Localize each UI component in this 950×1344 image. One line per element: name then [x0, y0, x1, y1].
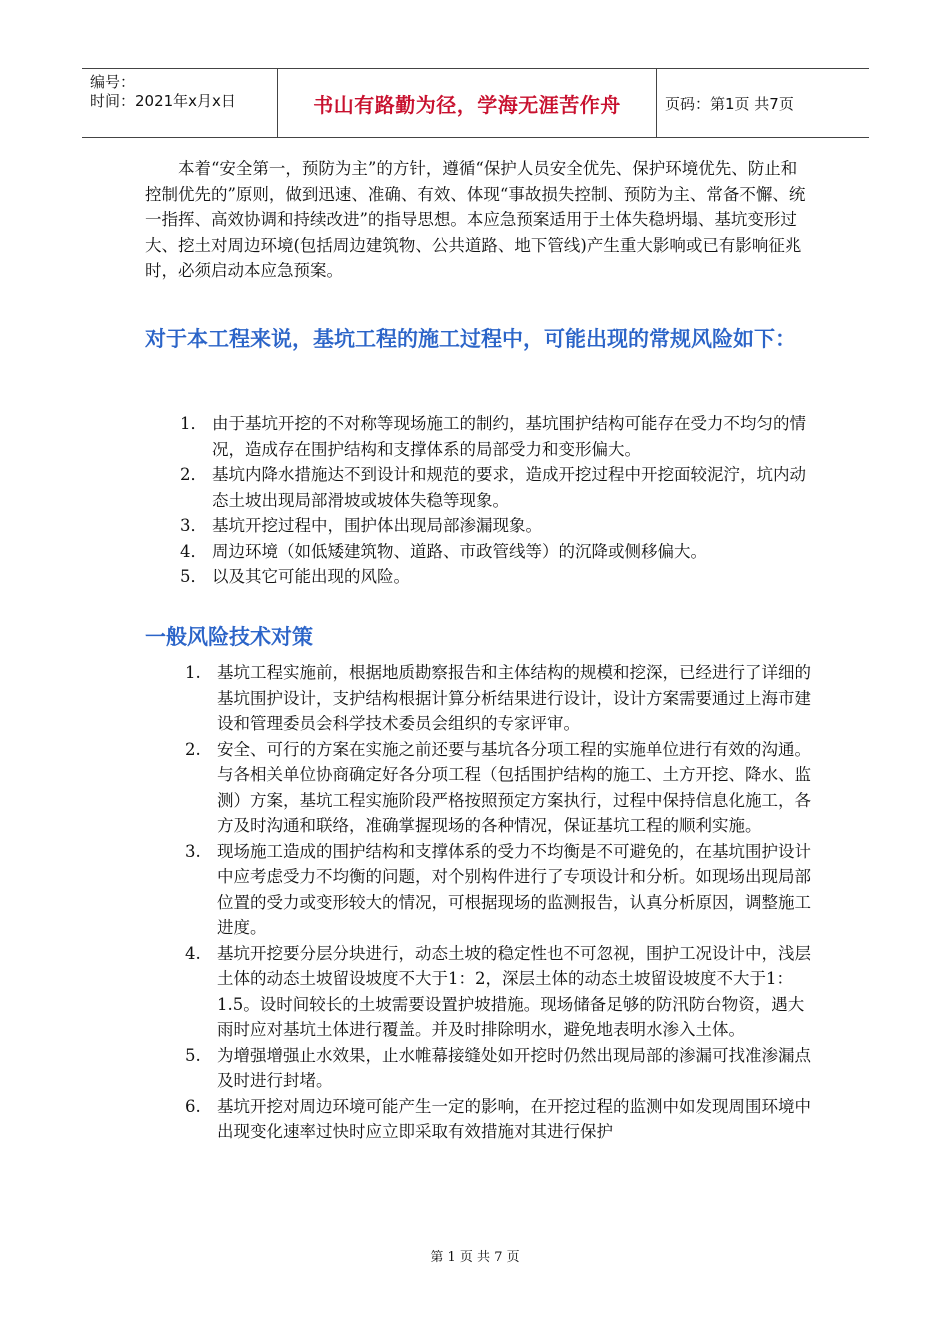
list-item: 6. 基坑开挖对周边环境可能产生一定的影响，在开挖过程的监测中如发现周围环境中出现变化速率过快时应立即采取有效措施对其进行保护: [185, 1096, 811, 1141]
list-item: 2. 安全、可行的方案在实施之前还要与基坑各分项工程的实施单位进行有效的沟通。与各相关单位协商确定好各分项工程（包括围护结构的施工、土方开挖、降水、监测）方案，基坑工程实施阶段严格按照预定方案执行，过程中保持信息化施工，各方及时沟通和联络，准确掌握现场的各种情况，保证基坑工程的顺利实施。: [185, 739, 811, 835]
document-date-label: 时间：2021年x月x日: [90, 92, 236, 110]
list-item: 3. 现场施工造成的围护结构和支撑体系的受力不均衡是不可避免的，在基坑围护设计中应考虑受力不均衡的问题，对个别构件进行了专项设计和分析。如现场出现局部位置的受力或变形较大的情况，可根据现场的监测报告，认真分析原因，调整施工进度。: [185, 841, 811, 937]
list-item: 1． 由于基坑开挖的不对称等现场施工的制约，基坑围护结构可能存在受力不均匀的情况，造成存在围护结构和支撑体系的局部受力和变形偏大。: [180, 414, 806, 459]
intro-text: 本着“安全第一，预防为主”的方针，遵循“保护人员安全优先、保护环境优先、防止和控制优先的”原则，做到迅速、准确、有效、体现“事故损失控制、预防为主、常备不懈、统一指挥、高效协调和持续改进”的指导思想。本应急预案适用于土体失稳坍塌、基坑变形过大、挖土对周边环境(包括周边建筑物、公共道路、地下管线)产生重大影响或已有影响征兆时，必须启动本应急预案。: [145, 159, 806, 280]
header-meta: [82, 69, 278, 137]
section1-heading: 对于本工程来说，基坑工程的施工过程中，可能出现的常规风险如下：: [145, 327, 796, 351]
list-item: 4. 基坑开挖要分层分块进行，动态土坡的稳定性也不可忽视，围护工况设计中，浅层土体的动态土坡留设坡度不大于1：2，深层土体的动态土坡留设坡度不大于1：1.5。设时间较长的土坡需要设置护坡措施。现场储备足够的防汛防台物资，遇大雨时应对基坑土体进行覆盖。并及时排除明水，避免地表明水渗入土体。: [185, 943, 811, 1039]
document-number-label: 编号：: [90, 73, 136, 91]
list-item: 5. 为增强增强止水效果，止水帷幕接缝处如开挖时仍然出现局部的渗漏可找准渗漏点及时进行封堵。: [185, 1045, 811, 1090]
intro-paragraph: [145, 156, 810, 284]
page-footer: 第 1 页 共 7 页: [430, 1250, 520, 1265]
list-item: 2． 基坑内降水措施达不到设计和规范的要求，造成开挖过程中开挖面较泥泞，坑内动态土坡出现局部滑坡或坡体失稳等现象。: [180, 465, 806, 510]
section2-heading: 一般风险技术对策: [145, 625, 313, 649]
risk-list: [180, 411, 812, 590]
header-page-info: 页码：第1页 共7页: [665, 94, 794, 113]
list-item: 5． 以及其它可能出现的风险。: [180, 567, 410, 586]
list-item: 3． 基坑开挖过程中，围护体出现局部渗漏现象。: [180, 516, 542, 535]
page-header: [82, 68, 869, 138]
countermeasure-list: [185, 660, 812, 1145]
list-item: 1. 基坑工程实施前，根据地质勘察报告和主体结构的规模和挖深，已经进行了详细的基坑围护设计，支护结构根据计算分析结果进行设计，设计方案需要通过上海市建设和管理委员会科学技术委员会组织的专家评审。: [185, 663, 811, 733]
header-motto: 书山有路勤为径，学海无涯苦作舟: [278, 69, 657, 137]
list-item: 4． 周边环境（如低矮建筑物、道路、市政管线等）的沉降或侧移偏大。: [180, 541, 707, 561]
